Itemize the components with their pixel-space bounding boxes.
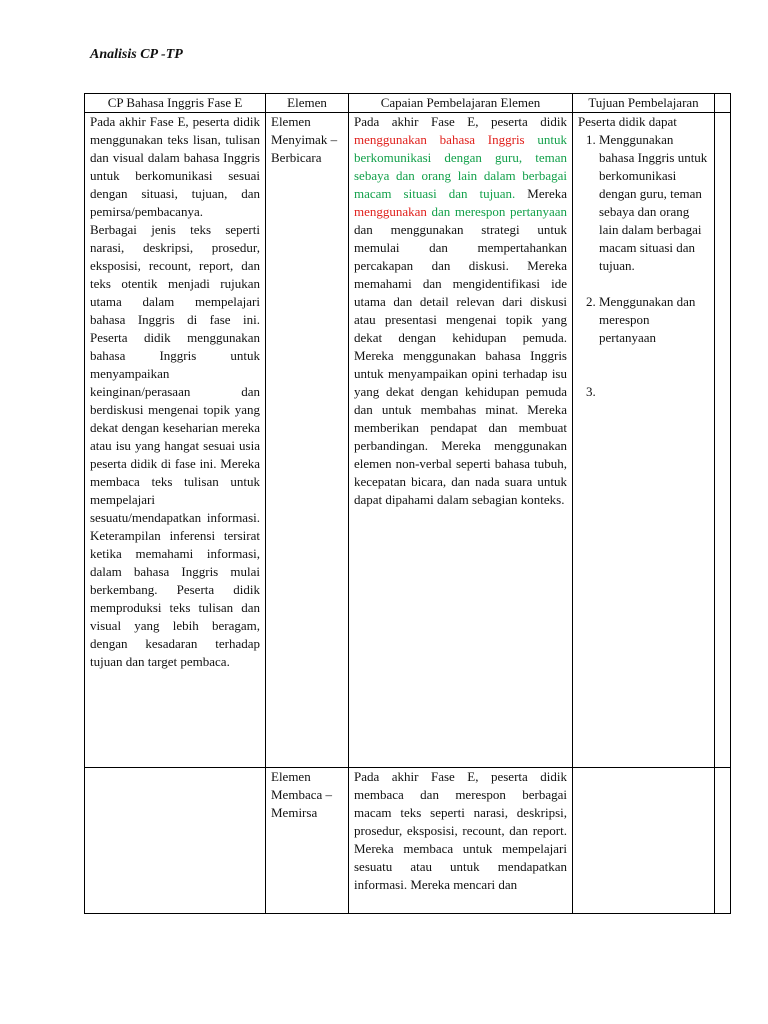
- list-item: 1. Menggunakan bahasa Inggris untuk berkomunikasi dengan guru, teman sebaya dan orang lain dalam berbagai macam situasi dan tujuan.: [599, 131, 709, 275]
- cp-paragraph-2: Berbagai jenis teks seperti narasi, deskripsi, prosedur, eksposisi, recount, report, dan teks otentik menjadi rujukan utama dalam mempelajari bahasa Inggris di fase ini. Peserta didik menggunakan bahasa Inggris untuk menyampaikan keinginan/perasaan dan berdiskusi mengenai topik yang dekat dengan keseharian mereka atau isu yang hangat sesuai usia peserta didik di fase ini. Mereka membaca teks tulisan untuk mempelajari sesuatu/mendapatkan informasi. Keterampilan inferensi tersirat ketika memahami informasi, dalam bahasa Inggris mulai berkembang. Peserta didik memproduksi teks tulisan dan visual yang lebih beragam, dengan kesadaran terhadap tujuan dan target pembaca.: [90, 222, 260, 669]
- capaian-text: Pada akhir Fase E, peserta didik: [354, 114, 567, 129]
- capaian-text: dan menggunakan strategi untuk memulai dan mempertahankan percakapan dan diskusi. Mereka memahami dan mengidentifikasi ide utama dan detail relevan dari diskusi atau presentasi mengenai topik yang dekat dengan kehidupan pemuda. Mereka menggunakan bahasa Inggris untuk menyampaikan opini terhadap isu yang dekat dengan kehidupan pemuda dan untuk membahas minat. Mereka memberikan pendapat dan membuat perbandingan. Mereka menggunakan elemen non-verbal seperti bahasa tubuh, kecepatan bicara, dan nada suara untuk dapat dipahami dalam sebagian konteks.: [354, 222, 567, 507]
- elemen-cell: [266, 768, 349, 914]
- table-row: [85, 768, 731, 914]
- tujuan-intro: Peserta didik dapat: [578, 114, 677, 129]
- header-tujuan: Tujuan Pembelajaran: [573, 94, 715, 113]
- capaian-cell: [349, 113, 573, 768]
- tujuan-cell: [573, 113, 715, 768]
- capaian-text: Pada akhir Fase E, peserta didik membaca dan merespon berbagai macam teks seperti narasi, deskripsi, prosedur, eksposisi, recount, dan report. Mereka membaca untuk mempelajari sesuatu atau untuk mendapatkan informasi. Mereka mencari dan: [354, 769, 567, 892]
- elemen-cell: [266, 113, 349, 768]
- table-header-row: [85, 94, 731, 113]
- capaian-highlight-green: untuk berkomunikasi dengan guru, teman sebaya dan orang lain dalam berbagai macam situasi dan tujuan.: [354, 132, 567, 201]
- capaian-text: Mereka: [515, 186, 567, 201]
- list-item: 2. Menggunakan dan merespon pertanyaan: [599, 293, 709, 347]
- list-item: [599, 383, 709, 401]
- cp-cell-empty: [85, 768, 266, 914]
- cp-tp-table: [84, 93, 731, 914]
- elemen-label: Elemen Membaca – Memirsa: [271, 769, 333, 820]
- capaian-highlight-red: menggunakan bahasa Inggris: [354, 132, 525, 147]
- header-cp: CP Bahasa Inggris Fase E: [85, 94, 266, 113]
- tujuan-cell-empty: [573, 768, 715, 914]
- empty-cell: [715, 113, 731, 768]
- tujuan-list: [578, 131, 709, 401]
- cp-paragraph-1: Pada akhir Fase E, peserta didik menggunakan teks lisan, tulisan dan visual dalam bahasa Inggris untuk berkomunikasi sesuai dengan situasi, tujuan, dan pemirsa/pembacanya.: [90, 114, 260, 219]
- capaian-cell: [349, 768, 573, 914]
- header-capaian: Capaian Pembelajaran Elemen: [349, 94, 573, 113]
- capaian-highlight-red: menggunakan: [354, 204, 427, 219]
- document-title: Analisis CP -TP: [90, 47, 183, 62]
- table-row: [85, 113, 731, 768]
- header-empty: [715, 94, 731, 113]
- empty-cell: [715, 768, 731, 914]
- cp-cell: [85, 113, 266, 768]
- capaian-highlight-green: dan merespon pertanyaan: [426, 204, 567, 219]
- elemen-label: Elemen Menyimak – Berbicara: [271, 114, 338, 165]
- header-elemen: Elemen: [266, 94, 349, 113]
